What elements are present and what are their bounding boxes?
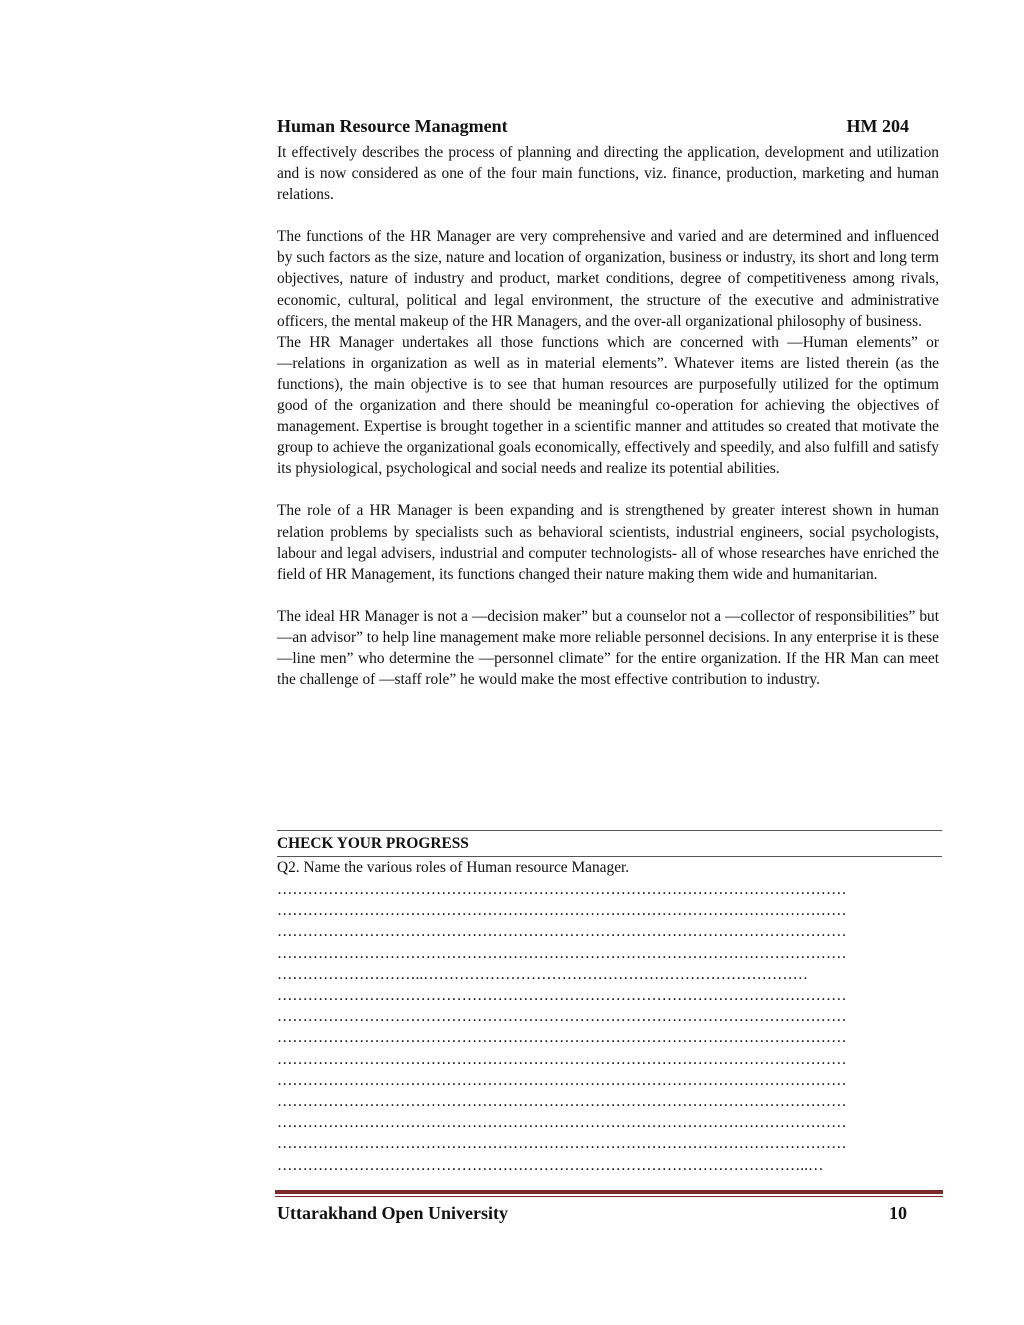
answer-line[interactable]: ………………………..………………………………………………………………… [277,965,808,983]
course-code: HM 204 [846,116,909,136]
answer-line[interactable]: ………………………………………………………………………………………………… [277,1008,847,1026]
course-title: Human Resource Managment [277,116,508,136]
page-number: 10 [889,1203,907,1223]
body-text [277,142,939,690]
answer-line[interactable]: ………………………………………………………………………………………………… [277,1114,847,1132]
check-progress-section [277,830,942,1176]
paragraph-5: The ideal HR Manager is not a ―decision maker” but a counselor not a ―collector of responsibilities” but ―an advisor” to help line management make more reliable personnel decisions. In any enterprise it is these ―line men” who determine the ―personnel climate” for the entire organization. If the HR Man can meet the challenge of ―staff role” he would make the most effective contribution to industry. [277,607,940,689]
answer-line[interactable]: ………………………………………………………………………………………………… [277,987,847,1005]
paragraph-3: The HR Manager undertakes all those functions which are concerned with ―Human elements” or ―relations in organization as well as in material elements”. Whatever items are listed therein (as the functions), the main objective is to see that human resources are purposefully utilized for the optimum good of the organization and there should be meaningful co-operation for achieving the objectives of management. Expertise is brought together in a scientific manner and attitudes so created that motivate the group to achieve the organizational goals economically, effectively and speedily, and also fulfill and satisfy its physiological, psychological and social needs and realize its potential abilities. [277,333,939,478]
check-progress-title: CHECK YOUR PROGRESS [277,830,942,857]
answer-lines [277,879,942,1176]
answer-line[interactable]: ………………………………………………………………………………………………… [277,881,847,898]
footer-divider [275,1190,943,1197]
page-footer [277,1200,939,1226]
university-name: Uttarakhand Open University [277,1203,509,1223]
paragraph-1: It effectively describes the process of planning and directing the application, development and utilization and is now considered as one of the four main functions, viz. finance, production, marketing and human relations. [277,144,939,204]
paragraph-2: The functions of the HR Manager are very comprehensive and varied and are determined and influenced by such factors as the size, nature and location of organization, business or industry, its short and long term objectives, nature of industry and product, market conditions, degree of competitiveness among rivals, economic, cultural, political and legal environment, the structure of the executive and administrative officers, the mental makeup of the HR Managers, and the over-all organizational philosophy of business. [277,228,939,330]
progress-question: Q2. Name the various roles of Human resource Manager. [277,859,630,876]
page-header [277,112,939,142]
answer-line[interactable]: ………………………………………………………………………………………………… [277,1029,847,1047]
answer-line[interactable]: ………………………………………………………………………………………………… [277,923,847,941]
answer-line[interactable]: ………………………………………………………………………………………………… [277,902,847,920]
answer-line[interactable]: ………………………………………………………………………………………………… [277,944,847,962]
answer-line[interactable]: ………………………………………………………………………………………………… [277,1071,847,1089]
answer-line[interactable]: ………………………………………………………………………………………………… [277,1093,847,1111]
page-content [277,112,939,690]
answer-line[interactable]: …………………………………………………………………………………………..… [277,1156,824,1174]
answer-line[interactable]: ………………………………………………………………………………………………… [277,1135,847,1153]
answer-line[interactable]: ………………………………………………………………………………………………… [277,1050,847,1068]
paragraph-4: The role of a HR Manager is been expanding and is strengthened by greater interest shown in human relation problems by specialists such as behavioral scientists, industrial engineers, social psychologists, labour and legal advisers, industrial and computer technologists- all of whose researches have enriched the field of HR Management, its functions changed their nature making them wide and humanitarian. [277,502,939,583]
